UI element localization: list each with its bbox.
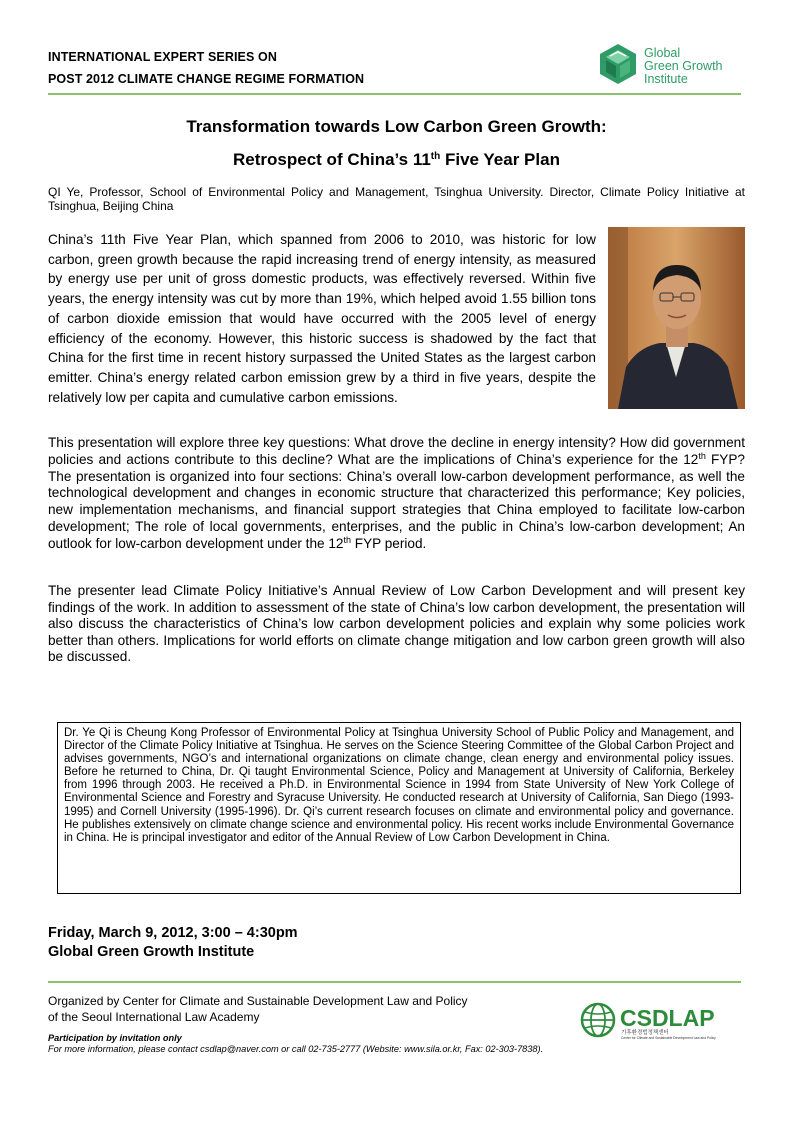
header-divider bbox=[48, 93, 741, 95]
paragraph-2-part-2: FYP? The presentation is organized into four sections: China’s overall low-carbon development performance, as well the technological development and changes in economic structure that characterized this performance; Key policies, new implementation mechanisms, and financial support strategies that China employed to facilitate low-carbon development; The role of local governments, enterprises, and the public in China’s low-carbon development; An outlook for low-carbon development under the 12 bbox=[48, 451, 745, 551]
organizer-info bbox=[48, 993, 468, 1025]
logo-line-1: Global bbox=[644, 46, 681, 60]
superscript: th bbox=[698, 450, 706, 461]
author-affiliation: QI Ye, Professor, School of Environmental Policy and Management, Tsinghua University. Director, Climate Policy Initiative at Tsinghua, Beijing China bbox=[48, 185, 745, 213]
logo-line-3: Institute bbox=[644, 72, 688, 86]
title-superscript: th bbox=[430, 151, 441, 162]
organizer-line-2: of the Seoul International Law Academy bbox=[48, 1010, 260, 1024]
series-header bbox=[48, 46, 364, 90]
paragraph-2-part-1: This presentation will explore three key questions: What drove the decline in energy intensity? How did government policies and actions contribute to this decline? What are the implications of China’s experience for the 12 bbox=[48, 435, 745, 467]
contact-info: For more information, please contact csdlap@naver.com or call 02-735-2777 (Website: www.sila.or.kr, Fax: 02-303-7838). bbox=[48, 1044, 544, 1054]
csdlap-logo bbox=[576, 1000, 742, 1040]
paragraph-2 bbox=[48, 435, 745, 553]
globe-icon bbox=[582, 1004, 614, 1036]
gggi-logo-text bbox=[644, 47, 723, 86]
speaker-photo bbox=[608, 227, 745, 409]
event-date: Friday, March 9, 2012, 3:00 – 4:30pm bbox=[48, 925, 298, 941]
csdlap-logo-english: Center for Climate and Sustainable Development Law and Policy bbox=[621, 1036, 716, 1040]
logo-line-2: Green Growth bbox=[644, 59, 723, 73]
speaker-bio-box: Dr. Ye Qi is Cheung Kong Professor of Environmental Policy at Tsinghua University School of Public Policy and Management, and Director of the Climate Policy Initiative at Tsinghua. He serves on the Science Steering Committee of the Global Carbon Project and advises governments, NGO’s and international organizations on climate change, clean energy and environmental policy issues. Before he returned to China, Dr. Qi taught Environmental Science, Policy and Management at University of California, Berkeley from 1996 through 2003. He received a Ph.D. in Environmental Science in 1994 from State University of New York College of Environmental Science and Forestry and Syracuse University. He conducted research at University of California, San Diego (1993-1995) and Cornell University (1995-1996). Dr. Qi’s current research focuses on climate and environmental policy and governance. He publishes extensively on climate change science and environmental policy. His recent works include Environmental Governance in China. He is principal investigator and editor of the Annual Review of Low Carbon Development in China. bbox=[57, 722, 741, 894]
title-line-2 bbox=[0, 150, 793, 170]
gggi-logo bbox=[596, 42, 746, 90]
title-line-2-end: Five Year Plan bbox=[440, 150, 560, 169]
event-venue: Global Green Growth Institute bbox=[48, 944, 255, 960]
footer-divider bbox=[48, 981, 741, 983]
title-line-2-main: Retrospect of China’s 11 bbox=[233, 150, 431, 169]
event-details bbox=[48, 924, 298, 962]
paragraph-1: China’s 11th Five Year Plan, which spanned from 2006 to 2010, was historic for low carbon, green growth because the rapid increasing trend of energy intensity, as measured by energy use per unit of gross domestic products, was effectively reversed. Within five years, the energy intensity was cut by more than 19%, which helped avoid 1.55 billion tons of carbon dioxide emission that would have occurred with the 2005 level of energy efficiency of the economy. However, this historic success is shadowed by the fact that China for the first time in recent history surpassed the United States as the largest carbon emitter. China’s energy related carbon emission grew by a third in five years, despite the relatively low per capita and cumulative carbon emissions. bbox=[48, 232, 596, 405]
gggi-cube-icon bbox=[596, 42, 640, 86]
paragraph-3: The presenter lead Climate Policy Initiative’s Annual Review of Low Carbon Development and will present key findings of the work. In addition to assessment of the state of China’s low carbon development, the presentation will also discuss the characteristics of China’s low carbon development policies and explain why some policies work better than others. Implications for world efforts on climate change mitigation and low carbon green growth will also be discussed. bbox=[48, 583, 745, 664]
participation-note: Participation by invitation only bbox=[48, 1033, 182, 1043]
organizer-line-1: Organized by Center for Climate and Sustainable Development Law and Policy bbox=[48, 994, 468, 1008]
csdlap-logo-korean: 기후환경법정책센터 bbox=[621, 1030, 669, 1036]
series-line-2: POST 2012 CLIMATE CHANGE REGIME FORMATION bbox=[48, 72, 365, 86]
participation-info bbox=[48, 1033, 543, 1055]
csdlap-logo-text: CSDLAP bbox=[620, 1005, 715, 1031]
title-line-1: Transformation towards Low Carbon Green Growth: bbox=[186, 117, 607, 136]
superscript: th bbox=[343, 534, 351, 545]
paragraph-2-part-3: FYP period. bbox=[351, 535, 427, 551]
series-line-1: INTERNATIONAL EXPERT SERIES ON bbox=[48, 50, 277, 64]
